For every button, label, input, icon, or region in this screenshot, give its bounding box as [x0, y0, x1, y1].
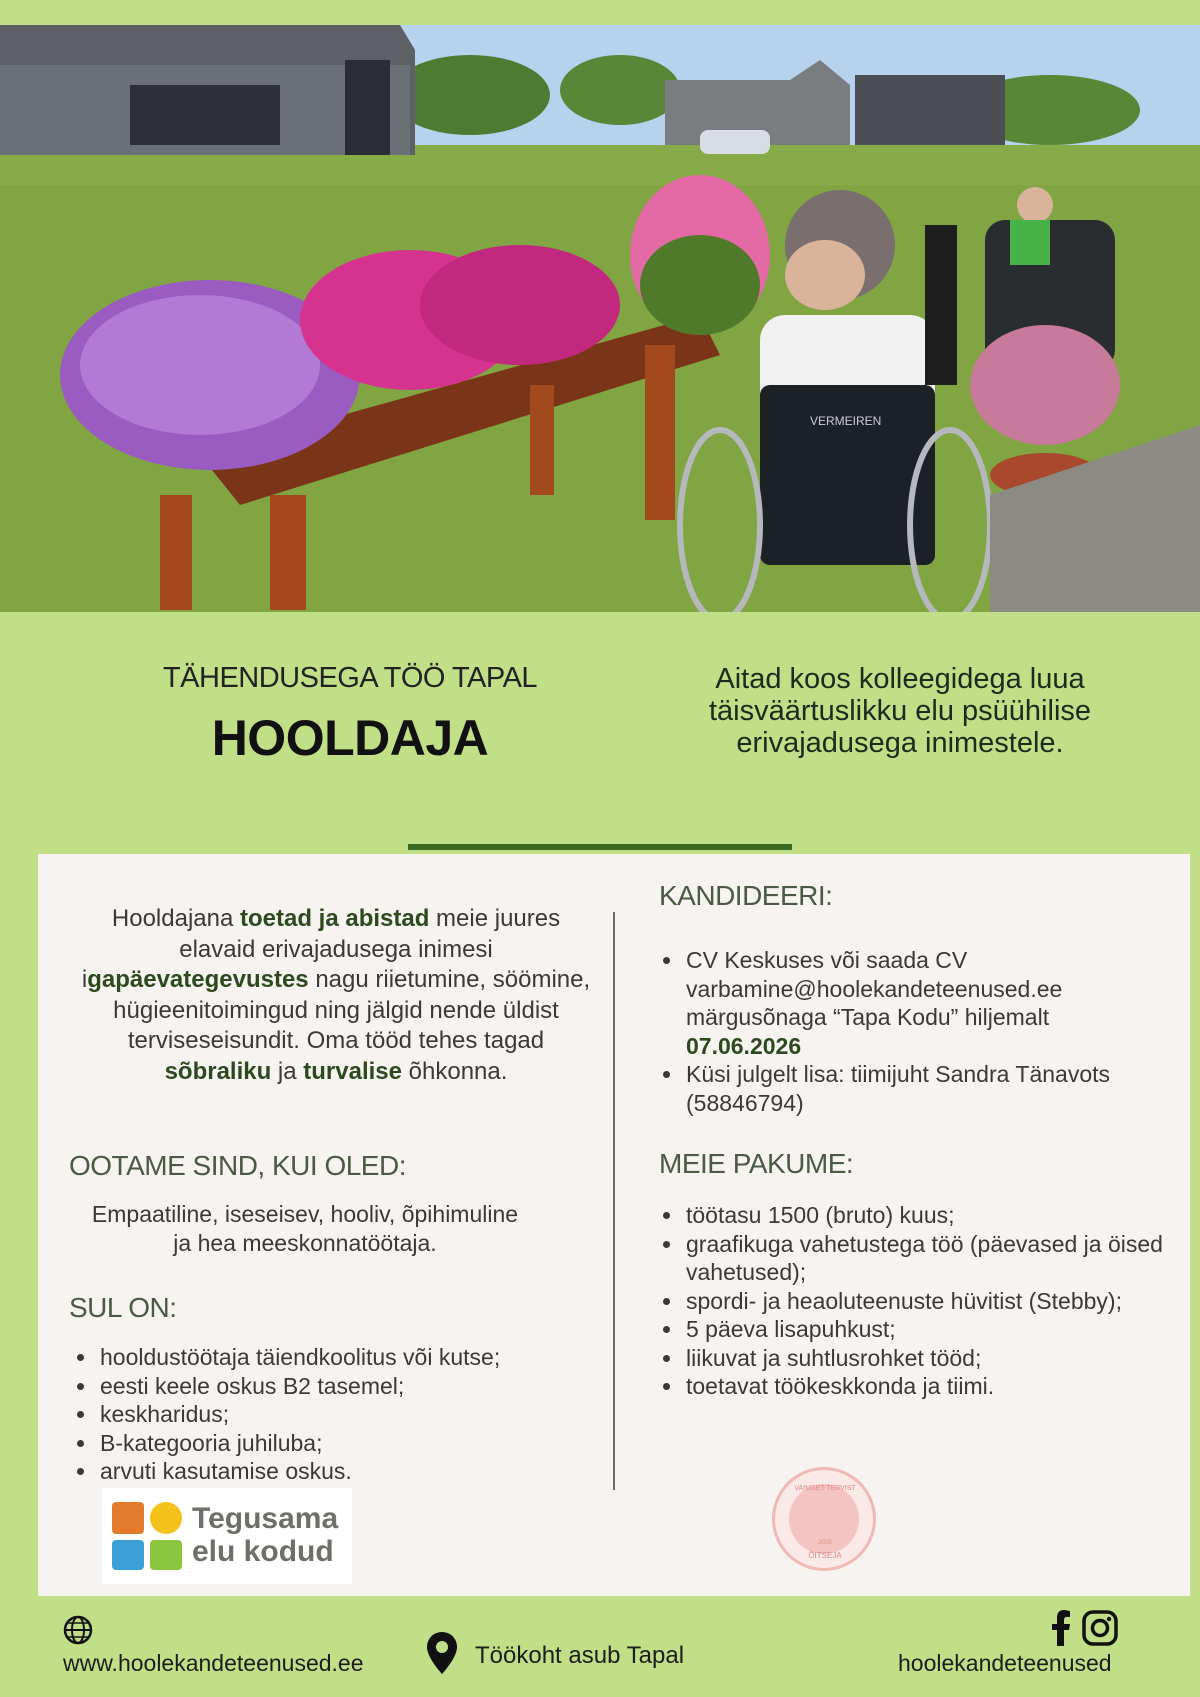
logo-line: elu kodud	[192, 1535, 334, 1568]
list-item: • toetavat töökeskkonda ja tiimi.	[684, 1372, 1164, 1401]
job-title: HOOLDAJA	[211, 710, 489, 766]
logo-text	[192, 1502, 338, 1568]
apply-text: CV Keskuses või saada CV varbamine@hoolekandeteenused.ee märgusõnaga “Tapa Kodu” hiljemalt	[686, 947, 1063, 1030]
intro-paragraph	[78, 904, 594, 1087]
intro-text: Hooldajana	[111, 905, 240, 932]
list-item: • Küsi julgelt lisa: tiimijuht Sandra Tänavots (58846794)	[684, 1060, 1164, 1117]
tagline: Aitad koos kolleegidega luua täisväärtuslikku elu psüühilise erivajadusega inimestele.	[708, 663, 1092, 759]
list-item: • B-kategooria juhiluba;	[98, 1429, 618, 1458]
list-item	[684, 946, 1164, 1060]
logo-line: Tegusama	[192, 1502, 339, 1535]
requirements-list	[70, 1343, 618, 1486]
intro-text: nagu riietumine, söömine, hügieenitoimingud ning jälgid nende üldist terviseseisundit. Oma tööd tehes tagad	[113, 966, 591, 1054]
badge-bottom-text: ÕITSEJA	[808, 1551, 842, 1560]
expect-line: ja hea meeskonnatöötaja.	[173, 1230, 437, 1256]
intro-text: meie juures elavaid erivajadusega inimesi i	[81, 905, 561, 993]
mental-health-badge	[772, 1467, 876, 1571]
offer-heading: MEIE PAKUME:	[659, 1148, 854, 1179]
list-item: • eesti keele oskus B2 tasemel;	[98, 1372, 618, 1401]
intro-emphasis: toetad ja abistad	[240, 905, 430, 932]
intro-emphasis: gapäevategevustes	[87, 966, 309, 993]
intro-emphasis: sõbraliku	[164, 1057, 272, 1085]
website-link[interactable]: www.hoolekandeteenused.ee	[63, 1650, 364, 1676]
offer-list	[656, 1201, 1164, 1401]
list-item: • töötasu 1500 (bruto) kuus;	[684, 1201, 1164, 1230]
section-divider	[408, 844, 792, 850]
job-kicker: TÄHENDUSEGA TÖÖ TAPAL	[162, 662, 538, 694]
intro-text: ja	[271, 1057, 304, 1085]
tegusama-logo	[102, 1488, 352, 1584]
badge-year: 2025	[818, 1540, 832, 1546]
intro-text: õhkonna.	[402, 1057, 508, 1085]
location-text: Töökoht asub Tapal	[475, 1642, 685, 1669]
intro-emphasis: turvalise	[303, 1057, 402, 1085]
expect-heading: OOTAME SIND, KUI OLED:	[69, 1150, 406, 1181]
list-item: • liikuvat ja suhtlusrohket tööd;	[684, 1344, 1164, 1373]
badge-text-ring	[775, 1470, 875, 1570]
expect-line: Empaatiline, iseseisev, hooliv, õpihimuline	[91, 1201, 519, 1227]
expect-text	[60, 1200, 550, 1258]
list-item: • hooldustöötaja täiendkoolitus või kutse;	[98, 1343, 618, 1372]
list-item: • keskharidus;	[98, 1400, 618, 1429]
list-item: • 5 päeva lisapuhkust;	[684, 1315, 1164, 1344]
list-item: • graafikuga vahetustega töö (päevased ja öised vahetused);	[684, 1230, 1164, 1287]
requirements-heading: SUL ON:	[69, 1292, 177, 1323]
list-item: • arvuti kasutamise oskus.	[98, 1457, 618, 1486]
location-pin-icon	[425, 1630, 459, 1676]
social-handle[interactable]: hoolekandeteenused	[898, 1650, 1112, 1676]
apply-heading: KANDIDEERI:	[659, 880, 833, 911]
logo-mark-icon	[110, 1496, 190, 1576]
photo-illustration	[0, 25, 1200, 612]
badge-top-text: VAIMSET TERVIST	[794, 1485, 856, 1492]
instagram-icon[interactable]	[1082, 1610, 1118, 1646]
list-item: • spordi- ja heaoluteenuste hüvitist (Stebby);	[684, 1287, 1164, 1316]
apply-deadline: 07.06.2026	[686, 1032, 802, 1059]
globe-icon	[63, 1615, 93, 1645]
facebook-icon[interactable]	[1050, 1610, 1072, 1646]
wheelchair-brand: VERMEIREN	[810, 414, 882, 428]
apply-list	[656, 946, 1164, 1117]
hero-photo	[0, 25, 1200, 612]
headline-block	[150, 662, 550, 767]
